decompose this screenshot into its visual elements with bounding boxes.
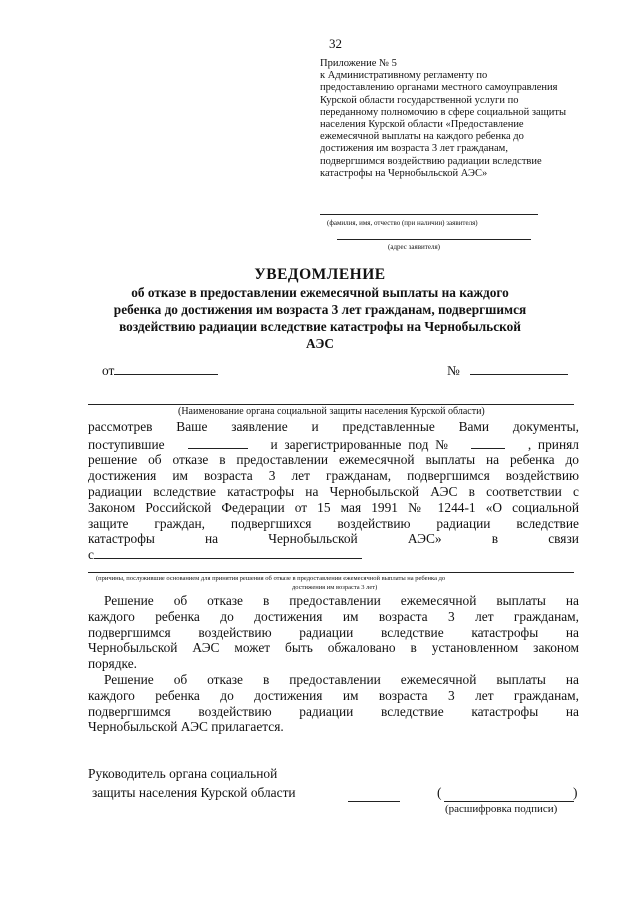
document-title: УВЕДОМЛЕНИЕ bbox=[254, 266, 386, 283]
reason-caption-1: (причины, послужившие основанием для принятия решения об отказе в предоставлении ежемесячной выплаты на ребенка до bbox=[96, 575, 446, 582]
annex-line: ежемесячной выплаты на каждого ребенка до bbox=[320, 131, 524, 143]
annex-line: переданному полномочию в сфере социальной защиты bbox=[320, 106, 567, 118]
body-line-2: поступившие и зарегистрированные под № , принял bbox=[88, 437, 579, 452]
annex-line: катастрофы на Чернобыльской АЭС» bbox=[320, 167, 488, 179]
reason-input-1[interactable] bbox=[94, 546, 362, 559]
annex-line: предоставлению органами местного самоуправления bbox=[320, 82, 558, 94]
page-number: 32 bbox=[329, 36, 342, 51]
subtitle-line: воздействию радиации вследствие катастрофы на Чернобыльской bbox=[119, 319, 521, 334]
body-line-7: защите граждан, подвергшихся воздействию радиации вследствие bbox=[88, 516, 579, 531]
annex-line: Приложение № 5 bbox=[320, 58, 397, 69]
paragraph2-line-2: каждого ребенка до достижения им возраста 3 лет гражданам, bbox=[88, 688, 579, 703]
annex-line: Курской области государственной услуги по bbox=[320, 94, 519, 106]
subtitle-line: АЭС bbox=[306, 336, 334, 351]
head-title-line-1: Руководитель органа социальной bbox=[88, 766, 278, 781]
body-line-8: катастрофы на Чернобыльской АЭС» в связи bbox=[88, 531, 579, 546]
body-line-1: рассмотрев Ваше заявление и представленные Вами документы, bbox=[88, 419, 579, 434]
paragraph1-line-4: Чернобыльской АЭС может быть обжаловано в установленном законом bbox=[88, 640, 579, 655]
signature-line[interactable] bbox=[348, 801, 400, 802]
registration-number-input[interactable] bbox=[471, 436, 505, 449]
body-line-3: решение об отказе в предоставлении ежемесячной выплаты на ребенка до bbox=[88, 452, 579, 467]
signature-caption: (расшифровка подписи) bbox=[445, 803, 558, 815]
document-subtitle bbox=[0, 284, 640, 352]
reason-caption-2: достижения им возраста 3 лет) bbox=[292, 584, 378, 591]
body-line-6: Законом Российской Федерации от 15 мая 1991 № 1244-1 «О социальной bbox=[88, 500, 579, 515]
applicant-name-line[interactable] bbox=[320, 214, 538, 215]
body-line-9: с bbox=[88, 546, 362, 563]
signature-decode-line[interactable] bbox=[444, 801, 574, 802]
applicant-address-line[interactable] bbox=[337, 239, 531, 240]
number-input[interactable] bbox=[470, 362, 568, 375]
number-label: № bbox=[447, 363, 460, 378]
paragraph1-line-1: Решение об отказе в предоставлении ежемесячной выплаты на bbox=[104, 593, 579, 608]
organ-name-line[interactable] bbox=[88, 404, 574, 405]
paragraph2-line-3: подвергшимся воздействию радиации вследствие катастрофы на bbox=[88, 704, 579, 719]
subtitle-line: об отказе в предоставлении ежемесячной выплаты на каждого bbox=[131, 285, 509, 300]
annex-line: подвергшимся воздействию радиации вследствие bbox=[320, 155, 542, 167]
paragraph1-line-3: подвергшимся воздействию радиации вследствие катастрофы на bbox=[88, 625, 579, 640]
applicant-address-caption: (адрес заявителя) bbox=[388, 243, 440, 251]
annex-line: к Административному регламенту по bbox=[320, 70, 488, 82]
reason-line[interactable] bbox=[88, 572, 574, 573]
paragraph1-line-5: порядке. bbox=[88, 656, 137, 671]
body-line-4: достижения им возраста 3 лет гражданам, подвергшимся воздействию bbox=[88, 468, 579, 483]
applicant-name-caption: (фамилия, имя, отчество (при наличии) заявителя) bbox=[327, 219, 478, 227]
from-label: от bbox=[102, 363, 115, 378]
organ-caption: (Наименование органа социальной защиты населения Курской области) bbox=[178, 406, 485, 417]
date-field bbox=[102, 362, 218, 379]
number-field bbox=[447, 362, 568, 379]
paragraph2-line-4: Чернобыльской АЭС прилагается. bbox=[88, 719, 284, 734]
close-paren: ) bbox=[573, 785, 578, 800]
open-paren: ( bbox=[437, 785, 442, 800]
annex-line: населения Курской области «Предоставление bbox=[320, 119, 524, 131]
subtitle-line: ребенка до достижения им возраста 3 лет гражданам, подвергшимся bbox=[113, 302, 527, 317]
annex-block bbox=[320, 58, 566, 180]
date-input[interactable] bbox=[114, 362, 218, 375]
head-title-line-2: защиты населения Курской области bbox=[92, 785, 296, 800]
received-date-input[interactable] bbox=[188, 436, 248, 449]
body-line-5: радиации вследствие катастрофы на Чернобыльской АЭС в соответствии с bbox=[88, 484, 579, 499]
annex-line: достижения им возраста 3 лет гражданам, bbox=[320, 143, 508, 155]
paragraph1-line-2: каждого ребенка до достижения им возраста 3 лет гражданам, bbox=[88, 609, 579, 624]
paragraph2-line-1: Решение об отказе в предоставлении ежемесячной выплаты на bbox=[104, 672, 579, 687]
